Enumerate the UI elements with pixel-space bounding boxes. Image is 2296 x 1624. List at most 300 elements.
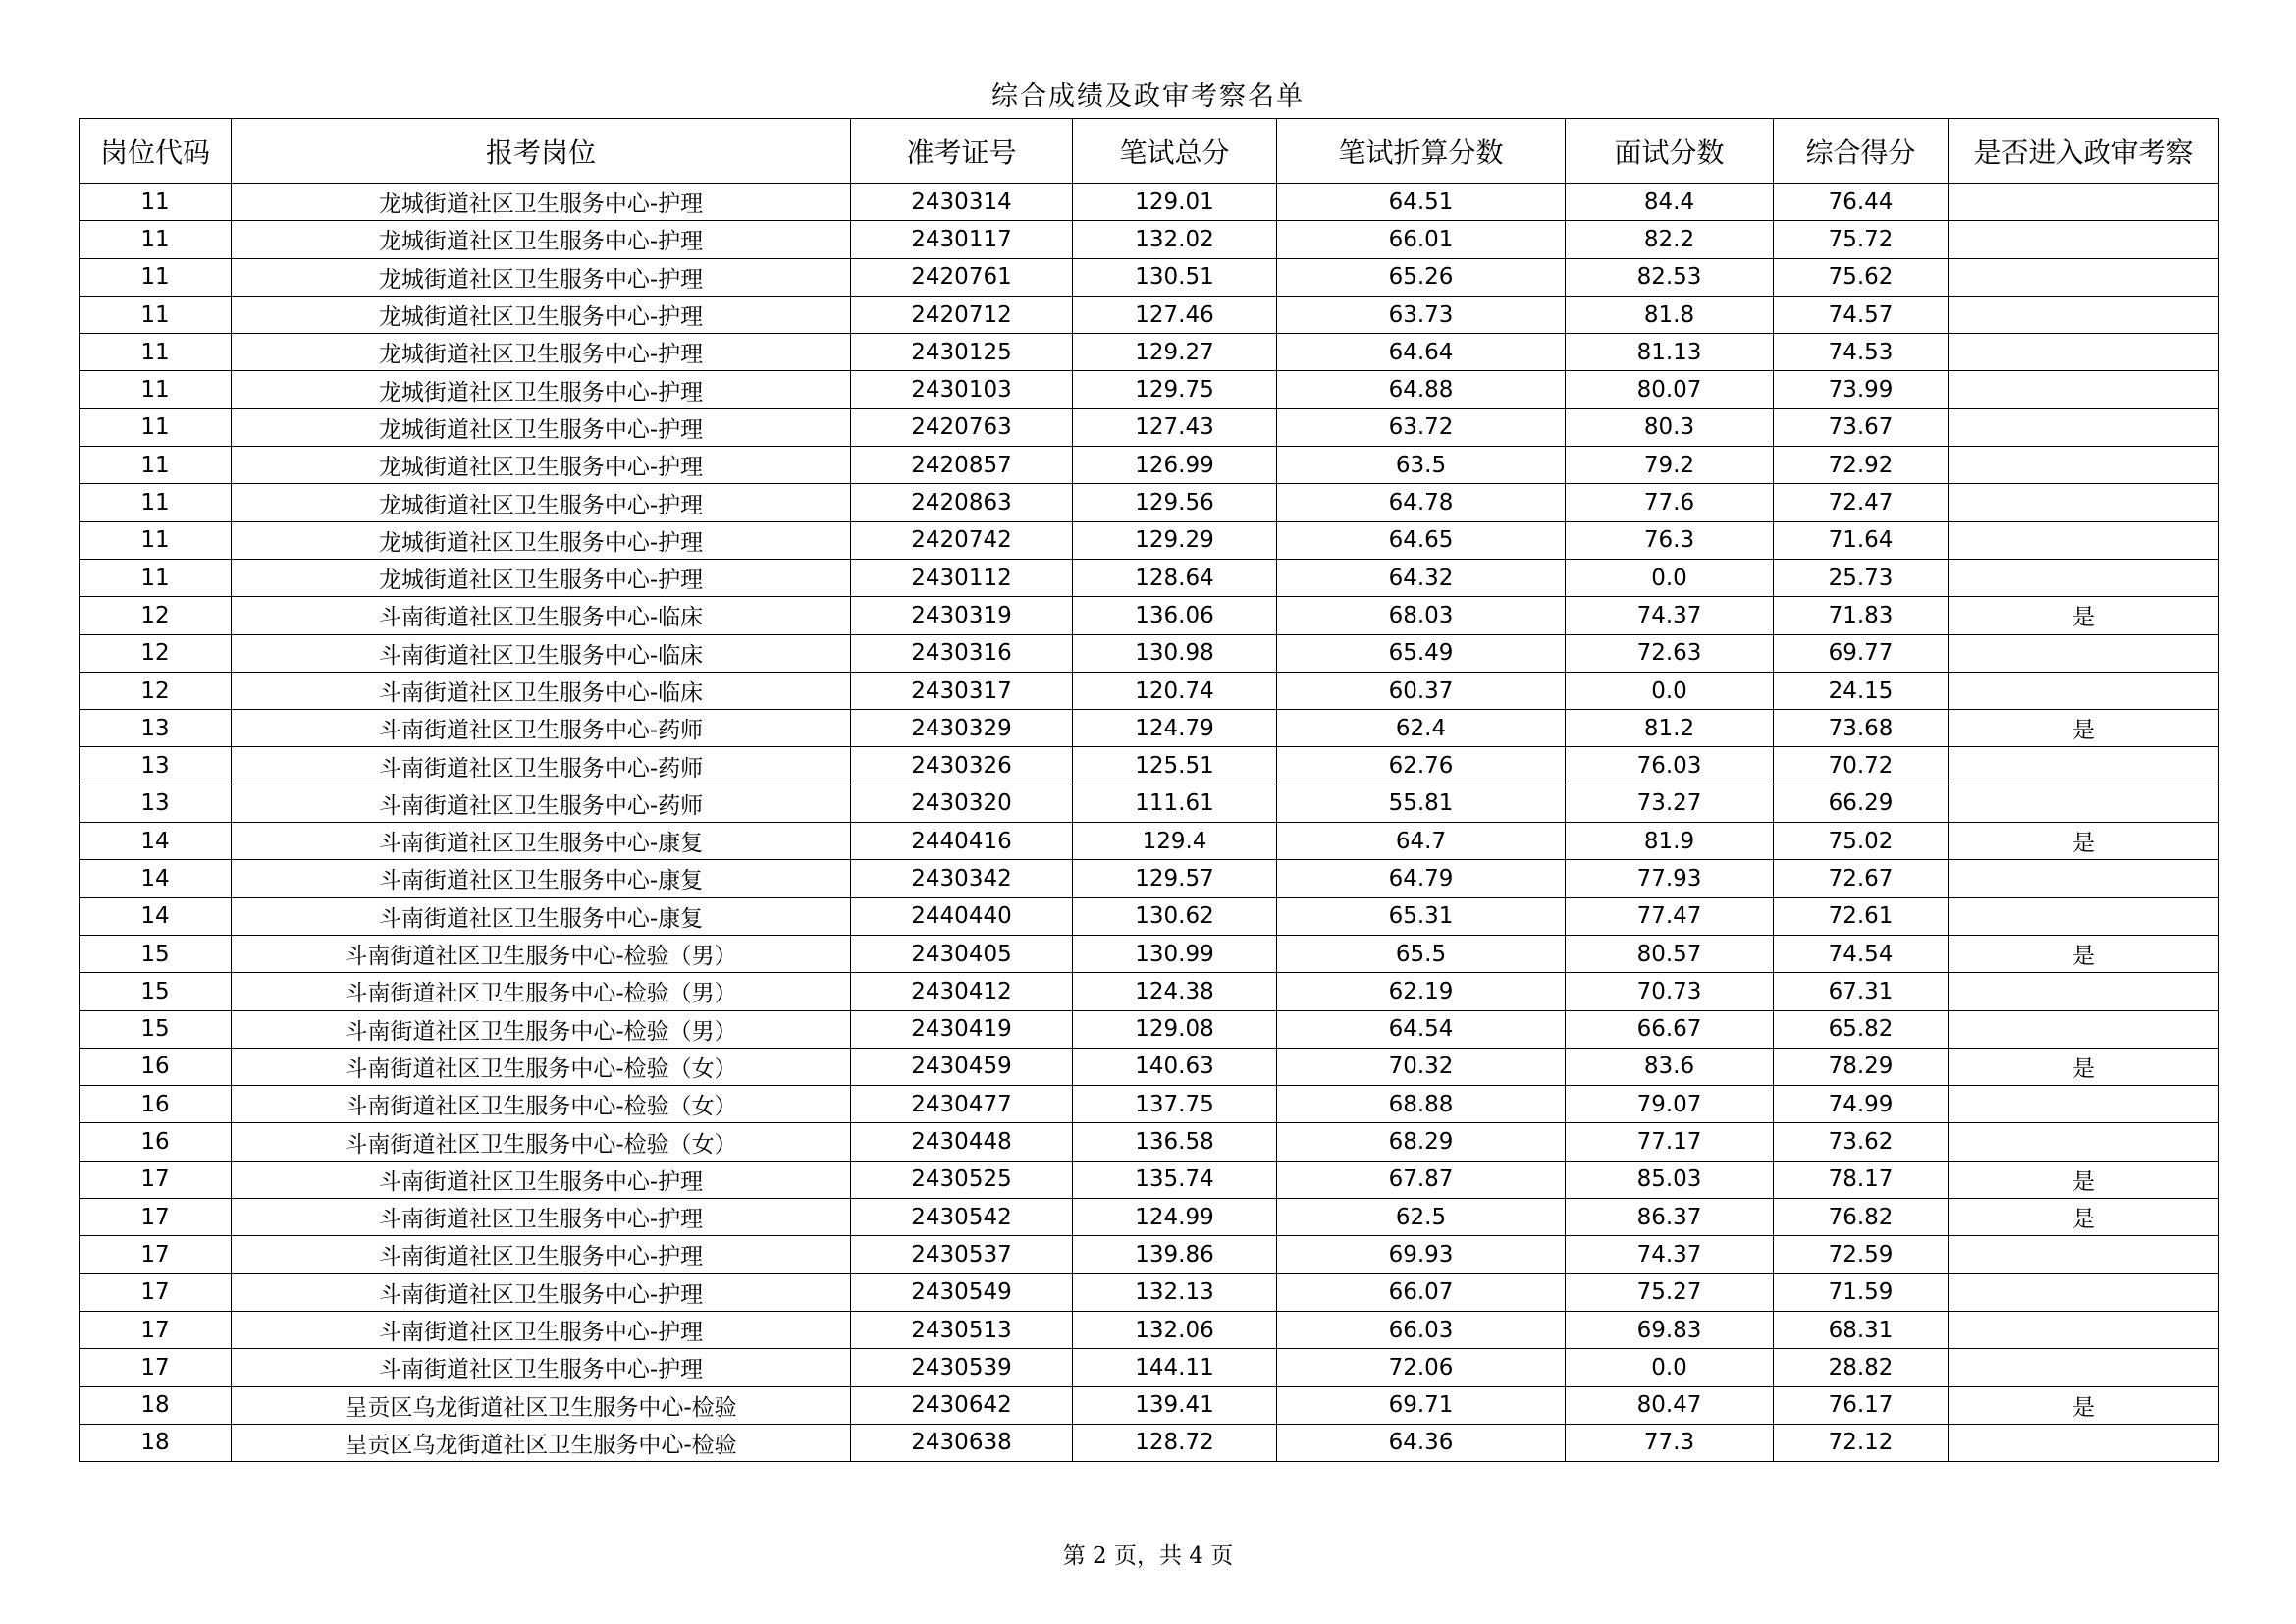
- cell-written-total: 129.08: [1073, 1010, 1277, 1048]
- cell-admission-number: 2430549: [851, 1273, 1073, 1311]
- cell-written-converted: 63.73: [1277, 296, 1566, 333]
- cell-political-review: 是: [1949, 1199, 2219, 1236]
- header-interview-score: 面试分数: [1566, 119, 1774, 184]
- table-row: [80, 1161, 2219, 1198]
- cell-position-code: 16: [80, 1086, 232, 1123]
- table-row: [80, 672, 2219, 709]
- cell-written-total: 124.99: [1073, 1199, 1277, 1236]
- cell-position-applied: 斗南街道社区卫生服务中心-检验（男）: [232, 935, 851, 972]
- cell-interview-score: 0.0: [1566, 1349, 1774, 1386]
- cell-position-code: 14: [80, 823, 232, 860]
- cell-position-applied: 斗南街道社区卫生服务中心-临床: [232, 672, 851, 709]
- cell-position-code: 16: [80, 1123, 232, 1161]
- table-row: [80, 1086, 2219, 1123]
- cell-political-review: 是: [1949, 597, 2219, 634]
- cell-written-total: 126.99: [1073, 447, 1277, 484]
- header-position-code: 岗位代码: [80, 119, 232, 184]
- cell-written-total: 129.29: [1073, 521, 1277, 559]
- cell-written-converted: 64.51: [1277, 184, 1566, 221]
- table-row: [80, 634, 2219, 672]
- cell-political-review: [1949, 1349, 2219, 1386]
- page-title: 综合成绩及政审考察名单: [991, 81, 1305, 112]
- cell-position-applied: 龙城街道社区卫生服务中心-护理: [232, 447, 851, 484]
- cell-position-code: 11: [80, 184, 232, 221]
- header-written-total: 笔试总分: [1073, 119, 1277, 184]
- table-row: [80, 408, 2219, 446]
- cell-written-converted: 62.5: [1277, 1199, 1566, 1236]
- cell-interview-score: 73.27: [1566, 785, 1774, 822]
- cell-written-total: 135.74: [1073, 1161, 1277, 1198]
- cell-political-review: 是: [1949, 710, 2219, 747]
- cell-position-applied: 斗南街道社区卫生服务中心-康复: [232, 823, 851, 860]
- table-row: [80, 973, 2219, 1010]
- cell-written-converted: 64.64: [1277, 334, 1566, 371]
- cell-position-applied: 斗南街道社区卫生服务中心-护理: [232, 1199, 851, 1236]
- cell-admission-number: 2430638: [851, 1424, 1073, 1461]
- table-row: [80, 447, 2219, 484]
- cell-political-review: [1949, 1273, 2219, 1311]
- header-admission-number: 准考证号: [851, 119, 1073, 184]
- cell-admission-number: 2430459: [851, 1048, 1073, 1085]
- cell-written-total: 136.06: [1073, 597, 1277, 634]
- cell-interview-score: 81.8: [1566, 296, 1774, 333]
- cell-position-code: 11: [80, 371, 232, 408]
- cell-composite-score: 76.17: [1774, 1386, 1949, 1424]
- cell-position-code: 11: [80, 258, 232, 296]
- cell-position-applied: 斗南街道社区卫生服务中心-检验（男）: [232, 973, 851, 1010]
- cell-political-review: [1949, 484, 2219, 521]
- table-row: [80, 897, 2219, 935]
- cell-written-converted: 67.87: [1277, 1161, 1566, 1198]
- cell-admission-number: 2430103: [851, 371, 1073, 408]
- header-written-converted: 笔试折算分数: [1277, 119, 1566, 184]
- cell-political-review: [1949, 634, 2219, 672]
- cell-interview-score: 76.03: [1566, 747, 1774, 785]
- cell-composite-score: 74.53: [1774, 334, 1949, 371]
- cell-composite-score: 71.59: [1774, 1273, 1949, 1311]
- table-row: [80, 296, 2219, 333]
- cell-interview-score: 75.27: [1566, 1273, 1774, 1311]
- cell-written-converted: 62.19: [1277, 973, 1566, 1010]
- cell-political-review: [1949, 860, 2219, 897]
- header-position-applied: 报考岗位: [232, 119, 851, 184]
- cell-written-converted: 62.76: [1277, 747, 1566, 785]
- cell-interview-score: 70.73: [1566, 973, 1774, 1010]
- cell-admission-number: 2430342: [851, 860, 1073, 897]
- cell-composite-score: 67.31: [1774, 973, 1949, 1010]
- cell-interview-score: 69.83: [1566, 1311, 1774, 1348]
- cell-admission-number: 2430317: [851, 672, 1073, 709]
- cell-interview-score: 80.3: [1566, 408, 1774, 446]
- cell-position-applied: 龙城街道社区卫生服务中心-护理: [232, 408, 851, 446]
- cell-composite-score: 72.67: [1774, 860, 1949, 897]
- cell-interview-score: 82.2: [1566, 221, 1774, 258]
- cell-written-converted: 63.72: [1277, 408, 1566, 446]
- table-row: [80, 860, 2219, 897]
- cell-written-total: 132.02: [1073, 221, 1277, 258]
- cell-political-review: [1949, 1311, 2219, 1348]
- cell-written-converted: 64.36: [1277, 1424, 1566, 1461]
- cell-composite-score: 76.82: [1774, 1199, 1949, 1236]
- table-row: [80, 184, 2219, 221]
- cell-interview-score: 80.07: [1566, 371, 1774, 408]
- cell-political-review: 是: [1949, 823, 2219, 860]
- cell-position-applied: 斗南街道社区卫生服务中心-康复: [232, 860, 851, 897]
- cell-admission-number: 2440440: [851, 897, 1073, 935]
- cell-written-total: 130.98: [1073, 634, 1277, 672]
- cell-position-code: 15: [80, 1010, 232, 1048]
- cell-written-total: 132.06: [1073, 1311, 1277, 1348]
- cell-position-applied: 斗南街道社区卫生服务中心-护理: [232, 1273, 851, 1311]
- cell-political-review: [1949, 408, 2219, 446]
- cell-admission-number: 2420863: [851, 484, 1073, 521]
- cell-interview-score: 77.17: [1566, 1123, 1774, 1161]
- cell-position-applied: 龙城街道社区卫生服务中心-护理: [232, 296, 851, 333]
- cell-position-code: 13: [80, 747, 232, 785]
- cell-political-review: [1949, 258, 2219, 296]
- cell-written-total: 139.86: [1073, 1236, 1277, 1273]
- cell-position-code: 17: [80, 1236, 232, 1273]
- cell-written-converted: 66.07: [1277, 1273, 1566, 1311]
- cell-written-total: 124.79: [1073, 710, 1277, 747]
- cell-admission-number: 2430513: [851, 1311, 1073, 1348]
- cell-position-applied: 龙城街道社区卫生服务中心-护理: [232, 258, 851, 296]
- cell-interview-score: 81.9: [1566, 823, 1774, 860]
- cell-written-converted: 66.03: [1277, 1311, 1566, 1348]
- cell-position-applied: 斗南街道社区卫生服务中心-药师: [232, 710, 851, 747]
- cell-admission-number: 2430537: [851, 1236, 1073, 1273]
- cell-position-applied: 斗南街道社区卫生服务中心-护理: [232, 1349, 851, 1386]
- cell-written-total: 130.99: [1073, 935, 1277, 972]
- cell-written-converted: 68.88: [1277, 1086, 1566, 1123]
- cell-admission-number: 2420761: [851, 258, 1073, 296]
- cell-written-converted: 65.49: [1277, 634, 1566, 672]
- table-row: [80, 1311, 2219, 1348]
- cell-written-converted: 55.81: [1277, 785, 1566, 822]
- cell-position-code: 14: [80, 860, 232, 897]
- cell-composite-score: 72.92: [1774, 447, 1949, 484]
- cell-position-applied: 龙城街道社区卫生服务中心-护理: [232, 521, 851, 559]
- cell-written-total: 125.51: [1073, 747, 1277, 785]
- cell-political-review: [1949, 184, 2219, 221]
- cell-written-converted: 66.01: [1277, 221, 1566, 258]
- cell-political-review: [1949, 559, 2219, 596]
- cell-political-review: [1949, 447, 2219, 484]
- cell-position-code: 17: [80, 1199, 232, 1236]
- cell-political-review: 是: [1949, 1386, 2219, 1424]
- cell-position-applied: 龙城街道社区卫生服务中心-护理: [232, 334, 851, 371]
- cell-composite-score: 25.73: [1774, 559, 1949, 596]
- cell-position-code: 17: [80, 1311, 232, 1348]
- cell-interview-score: 77.6: [1566, 484, 1774, 521]
- cell-written-total: 128.64: [1073, 559, 1277, 596]
- cell-composite-score: 65.82: [1774, 1010, 1949, 1048]
- cell-interview-score: 72.63: [1566, 634, 1774, 672]
- cell-position-applied: 龙城街道社区卫生服务中心-护理: [232, 221, 851, 258]
- cell-position-code: 14: [80, 897, 232, 935]
- cell-political-review: [1949, 747, 2219, 785]
- cell-position-code: 11: [80, 296, 232, 333]
- cell-position-applied: 斗南街道社区卫生服务中心-检验（女）: [232, 1048, 851, 1085]
- cell-political-review: [1949, 1236, 2219, 1273]
- cell-composite-score: 71.64: [1774, 521, 1949, 559]
- cell-admission-number: 2430448: [851, 1123, 1073, 1161]
- cell-interview-score: 80.47: [1566, 1386, 1774, 1424]
- cell-composite-score: 74.99: [1774, 1086, 1949, 1123]
- cell-composite-score: 75.72: [1774, 221, 1949, 258]
- cell-composite-score: 78.17: [1774, 1161, 1949, 1198]
- cell-written-total: 137.75: [1073, 1086, 1277, 1123]
- cell-political-review: [1949, 1010, 2219, 1048]
- table-row: [80, 521, 2219, 559]
- cell-admission-number: 2420763: [851, 408, 1073, 446]
- cell-interview-score: 76.3: [1566, 521, 1774, 559]
- page-footer: 第 2 页，共 4 页: [1062, 1543, 1234, 1569]
- cell-interview-score: 86.37: [1566, 1199, 1774, 1236]
- cell-position-code: 11: [80, 221, 232, 258]
- cell-written-converted: 64.78: [1277, 484, 1566, 521]
- cell-interview-score: 80.57: [1566, 935, 1774, 972]
- cell-political-review: 是: [1949, 935, 2219, 972]
- cell-admission-number: 2430525: [851, 1161, 1073, 1198]
- cell-admission-number: 2430542: [851, 1199, 1073, 1236]
- cell-interview-score: 0.0: [1566, 559, 1774, 596]
- cell-written-converted: 65.31: [1277, 897, 1566, 935]
- cell-written-total: 129.56: [1073, 484, 1277, 521]
- cell-written-total: 144.11: [1073, 1349, 1277, 1386]
- cell-composite-score: 75.62: [1774, 258, 1949, 296]
- table-row: [80, 1236, 2219, 1273]
- cell-written-total: 129.4: [1073, 823, 1277, 860]
- cell-composite-score: 73.99: [1774, 371, 1949, 408]
- cell-written-converted: 68.03: [1277, 597, 1566, 634]
- cell-position-applied: 斗南街道社区卫生服务中心-护理: [232, 1161, 851, 1198]
- cell-political-review: 是: [1949, 1048, 2219, 1085]
- cell-written-total: 120.74: [1073, 672, 1277, 709]
- cell-position-applied: 龙城街道社区卫生服务中心-护理: [232, 559, 851, 596]
- table-row: [80, 935, 2219, 972]
- cell-position-code: 12: [80, 672, 232, 709]
- cell-written-converted: 64.54: [1277, 1010, 1566, 1048]
- cell-composite-score: 73.68: [1774, 710, 1949, 747]
- cell-interview-score: 82.53: [1566, 258, 1774, 296]
- cell-composite-score: 73.62: [1774, 1123, 1949, 1161]
- cell-written-total: 124.38: [1073, 973, 1277, 1010]
- cell-political-review: [1949, 1424, 2219, 1461]
- cell-political-review: [1949, 973, 2219, 1010]
- cell-composite-score: 72.47: [1774, 484, 1949, 521]
- cell-written-total: 136.58: [1073, 1123, 1277, 1161]
- cell-written-total: 139.41: [1073, 1386, 1277, 1424]
- cell-position-code: 11: [80, 334, 232, 371]
- cell-written-converted: 64.65: [1277, 521, 1566, 559]
- cell-written-converted: 60.37: [1277, 672, 1566, 709]
- cell-position-applied: 呈贡区乌龙街道社区卫生服务中心-检验: [232, 1424, 851, 1461]
- cell-composite-score: 76.44: [1774, 184, 1949, 221]
- cell-position-applied: 斗南街道社区卫生服务中心-护理: [232, 1311, 851, 1348]
- table-row: [80, 1123, 2219, 1161]
- cell-written-total: 127.46: [1073, 296, 1277, 333]
- table-row: [80, 1386, 2219, 1424]
- cell-political-review: [1949, 371, 2219, 408]
- table-row: [80, 1349, 2219, 1386]
- cell-political-review: [1949, 296, 2219, 333]
- table-row: [80, 747, 2219, 785]
- cell-interview-score: 79.2: [1566, 447, 1774, 484]
- cell-composite-score: 74.54: [1774, 935, 1949, 972]
- cell-position-code: 13: [80, 710, 232, 747]
- table-row: [80, 1048, 2219, 1085]
- cell-composite-score: 66.29: [1774, 785, 1949, 822]
- cell-political-review: [1949, 897, 2219, 935]
- header-political-review: 是否进入政审考察: [1949, 119, 2219, 184]
- cell-interview-score: 81.13: [1566, 334, 1774, 371]
- cell-interview-score: 74.37: [1566, 597, 1774, 634]
- cell-written-converted: 65.26: [1277, 258, 1566, 296]
- cell-written-total: 132.13: [1073, 1273, 1277, 1311]
- cell-written-total: 128.72: [1073, 1424, 1277, 1461]
- cell-admission-number: 2430419: [851, 1010, 1073, 1048]
- cell-admission-number: 2430412: [851, 973, 1073, 1010]
- cell-admission-number: 2430329: [851, 710, 1073, 747]
- cell-position-code: 17: [80, 1161, 232, 1198]
- cell-admission-number: 2430477: [851, 1086, 1073, 1123]
- cell-interview-score: 77.93: [1566, 860, 1774, 897]
- cell-position-applied: 斗南街道社区卫生服务中心-康复: [232, 897, 851, 935]
- cell-position-code: 15: [80, 935, 232, 972]
- cell-admission-number: 2430117: [851, 221, 1073, 258]
- cell-written-total: 111.61: [1073, 785, 1277, 822]
- cell-position-code: 15: [80, 973, 232, 1010]
- cell-composite-score: 71.83: [1774, 597, 1949, 634]
- cell-interview-score: 77.3: [1566, 1424, 1774, 1461]
- cell-interview-score: 77.47: [1566, 897, 1774, 935]
- cell-position-applied: 斗南街道社区卫生服务中心-临床: [232, 634, 851, 672]
- cell-position-applied: 斗南街道社区卫生服务中心-药师: [232, 785, 851, 822]
- cell-position-code: 12: [80, 597, 232, 634]
- table-row: [80, 1273, 2219, 1311]
- cell-composite-score: 78.29: [1774, 1048, 1949, 1085]
- cell-written-converted: 65.5: [1277, 935, 1566, 972]
- table-row: [80, 823, 2219, 860]
- table-row: [80, 484, 2219, 521]
- cell-position-applied: 斗南街道社区卫生服务中心-检验（女）: [232, 1086, 851, 1123]
- cell-written-converted: 64.7: [1277, 823, 1566, 860]
- cell-written-total: 129.75: [1073, 371, 1277, 408]
- cell-composite-score: 28.82: [1774, 1349, 1949, 1386]
- cell-position-code: 11: [80, 484, 232, 521]
- cell-composite-score: 24.15: [1774, 672, 1949, 709]
- cell-position-applied: 斗南街道社区卫生服务中心-药师: [232, 747, 851, 785]
- cell-written-total: 129.01: [1073, 184, 1277, 221]
- cell-position-code: 12: [80, 634, 232, 672]
- cell-political-review: [1949, 1123, 2219, 1161]
- cell-position-code: 11: [80, 408, 232, 446]
- table-row: [80, 785, 2219, 822]
- cell-written-converted: 63.5: [1277, 447, 1566, 484]
- cell-written-total: 130.51: [1073, 258, 1277, 296]
- cell-composite-score: 74.57: [1774, 296, 1949, 333]
- cell-position-code: 17: [80, 1349, 232, 1386]
- cell-interview-score: 79.07: [1566, 1086, 1774, 1123]
- cell-composite-score: 72.61: [1774, 897, 1949, 935]
- cell-interview-score: 84.4: [1566, 184, 1774, 221]
- cell-position-applied: 斗南街道社区卫生服务中心-检验（男）: [232, 1010, 851, 1048]
- table-row: [80, 258, 2219, 296]
- cell-position-code: 13: [80, 785, 232, 822]
- table-row: [80, 559, 2219, 596]
- cell-position-applied: 斗南街道社区卫生服务中心-检验（女）: [232, 1123, 851, 1161]
- cell-written-total: 140.63: [1073, 1048, 1277, 1085]
- cell-political-review: [1949, 334, 2219, 371]
- cell-position-code: 18: [80, 1386, 232, 1424]
- cell-interview-score: 66.67: [1566, 1010, 1774, 1048]
- cell-written-converted: 62.4: [1277, 710, 1566, 747]
- cell-interview-score: 85.03: [1566, 1161, 1774, 1198]
- cell-admission-number: 2430112: [851, 559, 1073, 596]
- cell-admission-number: 2430319: [851, 597, 1073, 634]
- cell-position-applied: 斗南街道社区卫生服务中心-临床: [232, 597, 851, 634]
- cell-position-applied: 呈贡区乌龙街道社区卫生服务中心-检验: [232, 1386, 851, 1424]
- cell-admission-number: 2430125: [851, 334, 1073, 371]
- cell-political-review: [1949, 521, 2219, 559]
- results-table: [79, 118, 2219, 1462]
- table-row: [80, 1199, 2219, 1236]
- cell-composite-score: 72.59: [1774, 1236, 1949, 1273]
- cell-interview-score: 83.6: [1566, 1048, 1774, 1085]
- cell-composite-score: 72.12: [1774, 1424, 1949, 1461]
- table-row: [80, 334, 2219, 371]
- table-row: [80, 371, 2219, 408]
- cell-admission-number: 2430314: [851, 184, 1073, 221]
- cell-written-total: 127.43: [1073, 408, 1277, 446]
- cell-admission-number: 2430642: [851, 1386, 1073, 1424]
- cell-admission-number: 2440416: [851, 823, 1073, 860]
- cell-political-review: [1949, 221, 2219, 258]
- cell-position-applied: 斗南街道社区卫生服务中心-护理: [232, 1236, 851, 1273]
- cell-position-code: 11: [80, 559, 232, 596]
- cell-written-converted: 64.32: [1277, 559, 1566, 596]
- cell-admission-number: 2430326: [851, 747, 1073, 785]
- cell-position-applied: 龙城街道社区卫生服务中心-护理: [232, 484, 851, 521]
- cell-interview-score: 74.37: [1566, 1236, 1774, 1273]
- cell-interview-score: 0.0: [1566, 672, 1774, 709]
- cell-written-converted: 64.88: [1277, 371, 1566, 408]
- cell-composite-score: 75.02: [1774, 823, 1949, 860]
- cell-admission-number: 2430539: [851, 1349, 1073, 1386]
- cell-political-review: [1949, 672, 2219, 709]
- table-row: [80, 1424, 2219, 1461]
- cell-composite-score: 73.67: [1774, 408, 1949, 446]
- cell-composite-score: 70.72: [1774, 747, 1949, 785]
- cell-position-code: 18: [80, 1424, 232, 1461]
- cell-composite-score: 68.31: [1774, 1311, 1949, 1348]
- cell-position-code: 11: [80, 521, 232, 559]
- cell-admission-number: 2420857: [851, 447, 1073, 484]
- cell-admission-number: 2430405: [851, 935, 1073, 972]
- header-composite-score: 综合得分: [1774, 119, 1949, 184]
- cell-written-converted: 64.79: [1277, 860, 1566, 897]
- cell-written-converted: 68.29: [1277, 1123, 1566, 1161]
- cell-admission-number: 2430316: [851, 634, 1073, 672]
- cell-written-converted: 70.32: [1277, 1048, 1566, 1085]
- cell-position-applied: 龙城街道社区卫生服务中心-护理: [232, 184, 851, 221]
- cell-admission-number: 2420742: [851, 521, 1073, 559]
- cell-composite-score: 69.77: [1774, 634, 1949, 672]
- table-row: [80, 1010, 2219, 1048]
- cell-position-code: 17: [80, 1273, 232, 1311]
- cell-admission-number: 2430320: [851, 785, 1073, 822]
